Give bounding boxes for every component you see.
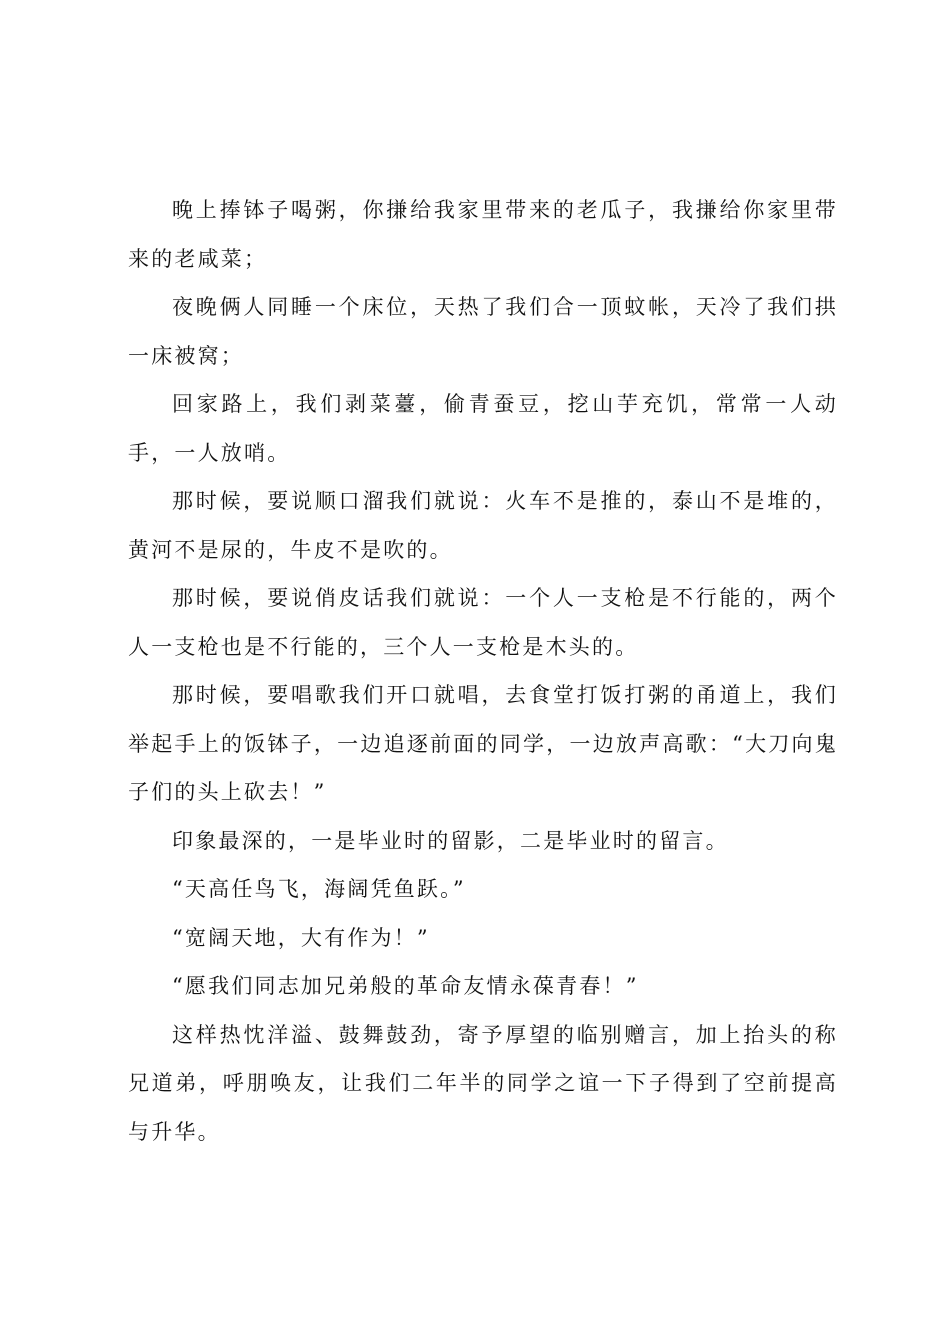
paragraph: 那时候，要唱歌我们开口就唱，去食堂打饭打粥的甬道上，我们举起手上的饭钵子，一边追逐前面的同学，一边放声高歌：“大刀向鬼子们的头上砍去！” <box>128 683 838 804</box>
paragraph: “愿我们同志加兄弟般的革命友情永葆青春！” <box>172 974 639 998</box>
paragraph: 夜晚俩人同睡一个床位，天热了我们合一顶蚊帐，天冷了我们拱一床被窝； <box>128 295 838 368</box>
paragraph: 晚上捧钵子喝粥，你搛给我家里带来的老瓜子，我搛给你家里带来的老咸菜； <box>128 198 838 271</box>
document-body <box>128 186 838 1156</box>
paragraph: 回家路上，我们剥菜薹，偷青蚕豆，挖山芋充饥，常常一人动手，一人放哨。 <box>128 392 838 465</box>
paragraph: 印象最深的，一是毕业时的留影，二是毕业时的留言。 <box>172 828 729 853</box>
paragraph: “宽阔天地，大有作为！” <box>172 925 430 950</box>
paragraph: “天高任鸟飞，海阔凭鱼跃。” <box>172 877 466 901</box>
paragraph: 那时候，要说顺口溜我们就说：火车不是推的，泰山不是堆的，黄河不是尿的，牛皮不是吹的。 <box>128 489 838 562</box>
paragraph: 这样热忱洋溢、鼓舞鼓劲，寄予厚望的临别赠言，加上抬头的称兄道弟，呼朋唤友，让我们二年半的同学之谊一下子得到了空前提高与升华。 <box>128 1022 838 1144</box>
paragraph: 那时候，要说俏皮话我们就说：一个人一支枪是不行能的，两个人一支枪也是不行能的，三个人一支枪是木头的。 <box>128 586 838 659</box>
